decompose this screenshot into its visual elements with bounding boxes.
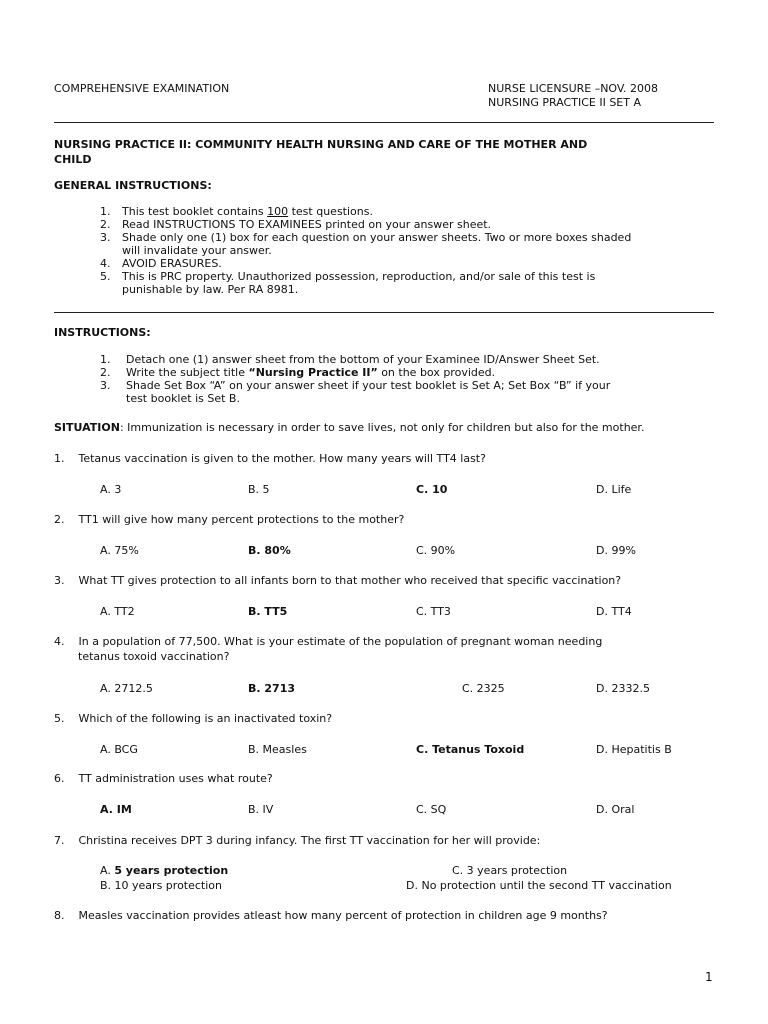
situation: SITUATION: Immunization is necessary in order to save lives, not only for children but also for the mother. [54, 421, 645, 434]
divider [54, 122, 714, 123]
option: C. 3 years protection [452, 864, 568, 877]
option: A. 3 [100, 483, 122, 496]
list-item: 3. Shade only one (1) box for each question on your answer sheets. Two or more boxes shaded will invalidate your answer. [100, 231, 632, 257]
option: C. 2325 [462, 682, 505, 695]
subject-title: NURSING PRACTICE II: COMMUNITY HEALTH NURSING AND CARE OF THE MOTHER AND [54, 138, 588, 151]
option: B. 5 [248, 483, 270, 496]
option: C. SQ [416, 803, 447, 816]
option: A. 5 years protection [100, 864, 229, 877]
exam-title: COMPREHENSIVE EXAMINATION [54, 82, 230, 95]
option: C. 90% [416, 544, 456, 557]
exam-set: NURSING PRACTICE II SET A [488, 96, 641, 109]
correct-option: 5 years protection [114, 864, 229, 877]
question-3: 3. What TT gives protection to all infants born to that mother who received that specific vaccination? [54, 574, 622, 587]
correct-option: C. 10 [416, 483, 448, 496]
option: A. 75% [100, 544, 139, 557]
option: D. No protection until the second TT vaccination [406, 879, 672, 892]
question-7: 7. Christina receives DPT 3 during infancy. The first TT vaccination for her will provide: [54, 834, 541, 847]
option: D. 99% [596, 544, 636, 557]
general-instructions-list [100, 205, 631, 296]
subject-title-cont: CHILD [54, 153, 92, 166]
option: D. Oral [596, 803, 635, 816]
question-1: 1. Tetanus vaccination is given to the mother. How many years will TT4 last? [54, 452, 486, 465]
instructions-list [100, 353, 610, 405]
option: D. 2332.5 [596, 682, 650, 695]
correct-option: B. TT5 [248, 605, 288, 618]
list-item: 1. This test booklet contains 100 test questions. [100, 205, 373, 218]
question-4: 4. In a population of 77,500. What is your estimate of the population of pregnant woman needing [54, 635, 603, 648]
list-item: 2. Write the subject title “Nursing Practice II” on the box provided. [100, 366, 496, 379]
question-2: 2. TT1 will give how many percent protections to the mother? [54, 513, 405, 526]
correct-option: B. 2713 [248, 682, 296, 695]
option: A. BCG [100, 743, 138, 756]
question-6: 6. TT administration uses what route? [54, 772, 273, 785]
correct-option: A. IM [100, 803, 132, 816]
list-item: 3. Shade Set Box “A” on your answer sheet if your test booklet is Set A; Set Box “B” if your test booklet is Set B. [100, 379, 611, 405]
divider [54, 312, 714, 313]
option: A. 2712.5 [100, 682, 153, 695]
option: D. Life [596, 483, 632, 496]
exam-date: NURSE LICENSURE –NOV. 2008 [488, 82, 658, 95]
option: B. IV [248, 803, 274, 816]
list-item: 1. Detach one (1) answer sheet from the bottom of your Examinee ID/Answer Sheet Set. [100, 353, 600, 366]
correct-option: B. 80% [248, 544, 291, 557]
general-instructions-heading: GENERAL INSTRUCTIONS: [54, 179, 212, 192]
page-number: 1 [705, 970, 713, 984]
option: D. TT4 [596, 605, 632, 618]
question-8: 8. Measles vaccination provides atleast how many percent of protection in children age 9 months? [54, 909, 608, 922]
option: B. 10 years protection [100, 879, 222, 892]
instructions-heading: INSTRUCTIONS: [54, 326, 151, 339]
list-item: 5. This is PRC property. Unauthorized possession, reproduction, and/or sale of this test is punishable by law. Per RA 8981. [100, 270, 596, 296]
question-4-cont: tetanus toxoid vaccination? [78, 650, 230, 663]
option: A. TT2 [100, 605, 135, 618]
list-item: 4. AVOID ERASURES. [100, 257, 222, 270]
correct-option: C. Tetanus Toxoid [416, 743, 525, 756]
option: D. Hepatitis B [596, 743, 672, 756]
option: B. Measles [248, 743, 307, 756]
question-5: 5. Which of the following is an inactivated toxin? [54, 712, 333, 725]
list-item: 2. Read INSTRUCTIONS TO EXAMINEES printed on your answer sheet. [100, 218, 492, 231]
option: C. TT3 [416, 605, 451, 618]
